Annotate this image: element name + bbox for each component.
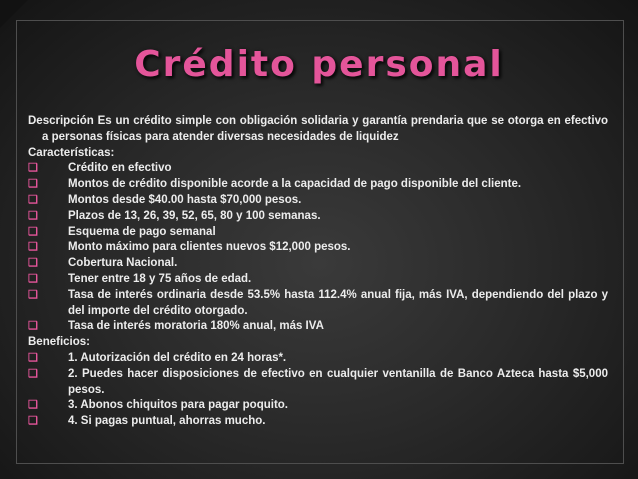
list-item [28,288,608,320]
bullet-icon: ❑ [28,162,38,175]
benefits-list [28,351,608,430]
list-item-text: 1. Autorización del crédito en 24 horas*. [68,351,287,364]
description-text: Descripción Es un crédito simple con obligación solidaria y garantía prendaria que se otorga en efectivo a personas físicas para atender diversas necesidades de liquidez [28,115,608,143]
list-item-text: 4. Si pagas puntual, ahorras mucho. [68,415,266,428]
list-item-text: Montos de crédito disponible acorde a la capacidad de pago disponible del cliente. [68,178,522,191]
list-item [28,209,608,225]
slide-content [28,114,608,430]
list-item-text: Tener entre 18 y 75 años de edad. [68,272,252,285]
bullet-icon: ❑ [28,415,38,428]
list-item-text: Tasa de interés moratoria 180% anual, más IVA [68,320,324,333]
list-item-text: 2. Puedes hacer disposiciones de efectivo en cualquier ventanilla de Banco Azteca hasta $5,000 pesos. [68,367,608,396]
bullet-icon: ❑ [28,367,38,380]
bullet-icon: ❑ [28,178,38,191]
bullet-icon: ❑ [28,399,38,412]
list-item-text: Plazos de 13, 26, 39, 52, 65, 80 y 100 semanas. [68,209,321,222]
list-item [28,240,608,256]
bullet-icon: ❑ [28,288,38,301]
list-item-text: Crédito en efectivo [68,162,172,175]
bullet-icon: ❑ [28,225,38,238]
slide-title: Crédito personal [134,44,504,85]
bullet-icon: ❑ [28,209,38,222]
list-item-text: Cobertura Nacional. [68,257,178,270]
list-item [28,161,608,177]
list-item [28,256,608,272]
list-item [28,414,608,430]
characteristics-heading: Características: [28,146,115,159]
list-item [28,367,608,399]
list-item [28,319,608,335]
list-item [28,177,608,193]
bullet-icon: ❑ [28,193,38,206]
bullet-icon: ❑ [28,351,38,364]
characteristics-list [28,161,608,335]
list-item-text: Tasa de interés ordinaria desde 53.5% hasta 112.4% anual fija, más IVA, dependiendo del plazo y del importe del crédito otorgado. [68,288,608,317]
bullet-icon: ❑ [28,241,38,254]
list-item-text: 3. Abonos chiquitos para pagar poquito. [68,399,288,412]
list-item [28,225,608,241]
bullet-icon: ❑ [28,257,38,270]
list-item [28,398,608,414]
benefits-heading: Beneficios: [28,336,90,349]
bullet-icon: ❑ [28,320,38,333]
list-item-text: Monto máximo para clientes nuevos $12,000 pesos. [68,241,351,254]
list-item-text: Esquema de pago semanal [68,225,216,238]
bullet-icon: ❑ [28,272,38,285]
list-item [28,193,608,209]
list-item [28,272,608,288]
list-item-text: Montos desde $40.00 hasta $70,000 pesos. [68,193,302,206]
list-item [28,351,608,367]
